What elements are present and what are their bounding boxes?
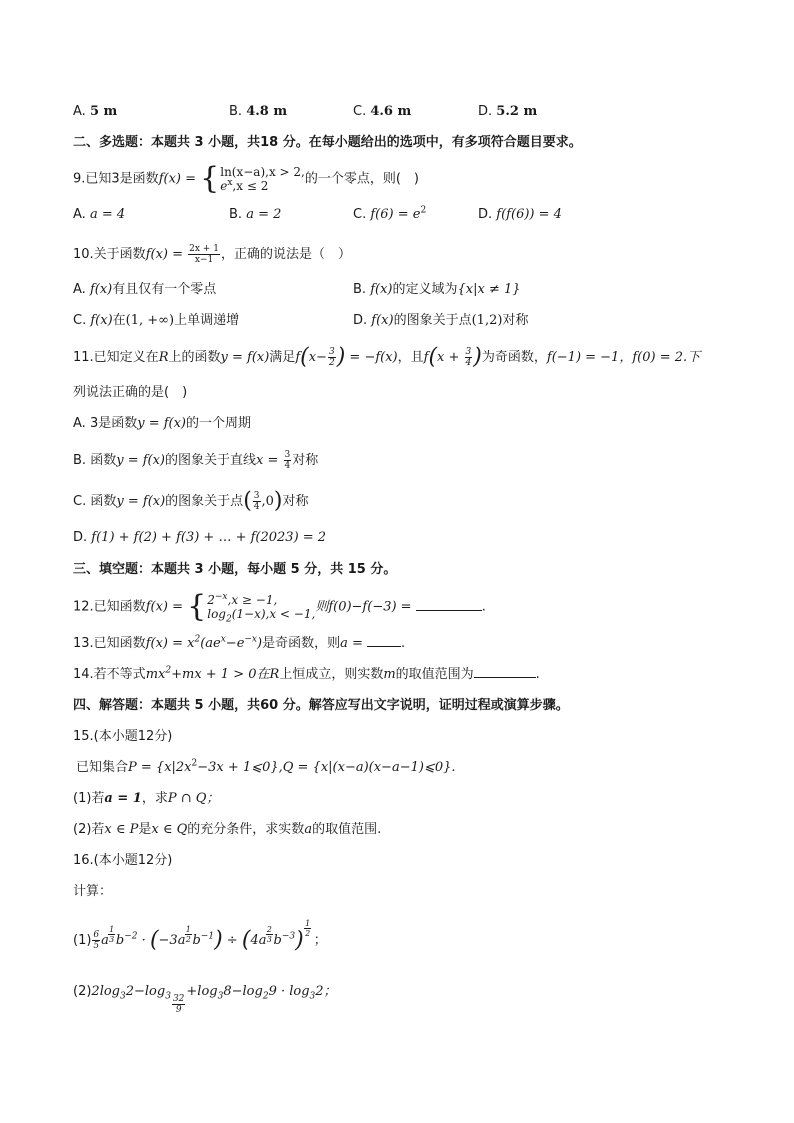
q15-part-1: (1)若a = 1，求P ∩ Q； (73, 791, 220, 806)
q12-piecewise: { $2^{-x},x \ge -1$, $\log_2(1-x),x < -1$, (187, 589, 316, 625)
q11-option-b[interactable]: B. 函数y = f(x)的图象关于直线x = $\frac{3}{4}$ 对称 (73, 450, 319, 471)
q16-part-2: $(2)2\log_32-\log_3$ $\frac{32}{9}$ $+\log_38-\log_29 \cdot \log_32$； (73, 984, 337, 1015)
q9-option-d[interactable]: D. f(f(6)) = 4 (478, 207, 562, 222)
q8-option-d[interactable]: D. 5.2 m (478, 104, 538, 119)
q16-expr-2: $2\log_32-\log_3$ $\frac{32}{9}$ $+\log_38-\log_29 \cdot \log_32$； (91, 984, 337, 1015)
q14-stem: 14.若不等式$mx^2+mx + 1 > 0$在R上恒成立，则实数m的取值范围为 . (73, 665, 540, 682)
q14-answer-blank[interactable] (474, 664, 536, 678)
q11-stem-line1: 11.已知定义在R上的函数y = f(x)满足f(x− $\frac{3}{2}$ ) = −f(x)，且f(x + $\frac{3}{4}$ )为奇函数，f(−1) = −1，f(0) = 2.下 (73, 344, 701, 370)
q9-func: f(x) = (158, 171, 201, 187)
q10-option-a[interactable]: A. f(x)有且仅有一个零点 (73, 282, 217, 297)
q15-given: 已知集合$P = \{x|2x^2-3x$ + 1⩽0},Q = {x|(x−a)(x−a−1)⩽0}. (76, 758, 456, 775)
q9-stem: 9.已知3是函数f(x) = { ln(x−a),x > 2, $e^x,x \le 2$ 的一个零点，则( ) (73, 161, 420, 196)
q12-stem: 12.已知函数f(x) = { $2^{-x},x \ge -1$, $\log_2(1-x),x < -1$, 则f(0)−f(−3) = . (73, 589, 486, 625)
q8-option-a[interactable]: A. 5 m (73, 104, 118, 119)
q11-option-d[interactable]: D. f(1) + f(2) + f(3) + … + f(2023) = 2 (73, 530, 327, 545)
q10-stem: 10.关于函数f(x) = $\frac{2x + 1}{x-1}$ ，正确的说法是（ ） (73, 244, 351, 265)
q10-option-d[interactable]: D. f(x)的图象关于点(1,2)对称 (353, 313, 529, 328)
q10-fraction: $\frac{2x + 1}{x-1}$ (189, 244, 219, 265)
q11-option-c[interactable]: C. 函数y = f(x)的图象关于点( $\frac{3}{4}$ ,0)对称 (73, 488, 309, 514)
q15-part-2: (2)若x ∈ P是x ∈ Q的充分条件，求实数a的取值范围. (73, 822, 382, 837)
q16-calc-label: 计算： (73, 884, 113, 899)
q8-option-c[interactable]: C. 4.6 m (353, 104, 412, 119)
q9-option-c[interactable]: C. $f(6) = e^2$ (353, 205, 427, 222)
q13-answer-blank[interactable] (367, 633, 401, 647)
q16-expr-1: $\frac{6}{5}$ a $\frac{1}{3}$ $b^{-2} \cdot (-3a$ $\frac{1}{2}$ $b^{-1}) \div (4a$ $\frac{2}{3}$ $b^{-3}$) $\frac{1}{2}$ (93, 918, 311, 953)
section-3-title: 三、填空题：本题共 3 小题，每小题 5 分，共 15 分。 (73, 562, 397, 577)
q13-stem: 13.已知函数$f(x) = x^2(ae^x-e^{-x})$是奇函数，则a = . (73, 634, 406, 651)
q12-answer-blank[interactable] (416, 597, 482, 611)
q9-option-a[interactable]: A. a = 4 (73, 207, 126, 222)
section-4-title: 四、解答题：本题共 5 小题，共60 分。解答应写出文字说明，证明过程或演算步骤。 (73, 698, 569, 713)
q10-option-c[interactable]: C. f(x)在(1, +∞)上单调递增 (73, 313, 240, 328)
q16-heading: 16.(本小题12分) (73, 853, 173, 868)
q15-heading: 15.(本小题12分) (73, 729, 173, 744)
q11-stem-line2: 列说法正确的是( ) (73, 385, 188, 400)
q8-option-b[interactable]: B. 4.8 m (229, 104, 288, 119)
q9-option-b[interactable]: B. a = 2 (229, 207, 282, 222)
q9-piecewise: { ln(x−a),x > 2, $e^x,x \le 2$ (200, 161, 305, 196)
q10-option-b[interactable]: B. f(x)的定义域为{x|x ≠ 1} (353, 282, 521, 297)
q16-part-1: (1) $\frac{6}{5}$ a $\frac{1}{3}$ $b^{-2} \cdot (-3a$ $\frac{1}{2}$ $b^{-1}) \div (4a$ $\frac{2}{3}$ $b^{-3}$) $\frac{1}{2}$ ； (73, 918, 327, 953)
section-2-title: 二、多选题：本题共 3 小题，共18 分。在每小题给出的选项中，有多项符合题目要求。 (73, 135, 582, 150)
q11-option-a[interactable]: A. 3是函数y = f(x)的一个周期 (73, 416, 252, 431)
